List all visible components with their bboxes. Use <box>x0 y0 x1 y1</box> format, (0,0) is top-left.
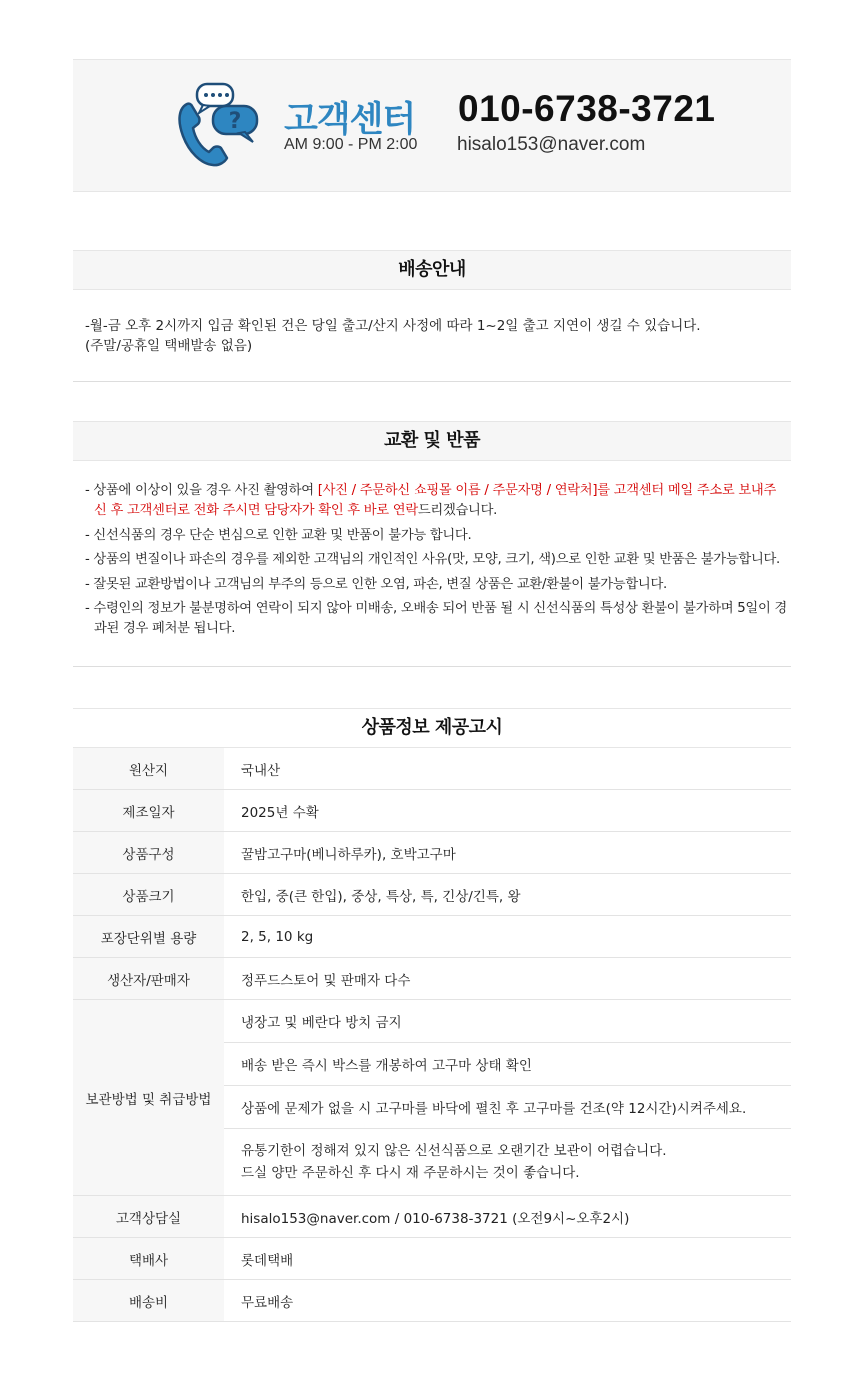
row-key: 배송비 <box>73 1280 224 1322</box>
row-key: 원산지 <box>73 748 224 790</box>
list-item: - 상품의 변질이나 파손의 경우를 제외한 고객님의 개인적인 사유(맛, 모양, 크기, 색)으로 인한 교환 및 반품은 불가능합니다. <box>85 552 780 567</box>
row-key: 상품크기 <box>73 874 224 916</box>
row-value: 무료배송 <box>224 1280 791 1322</box>
product-info-heading: 상품정보 제공고시 <box>73 708 791 748</box>
product-info-section <box>73 708 791 1322</box>
table-row <box>73 790 791 832</box>
returns-item-text: 드리겠습니다. <box>417 503 498 518</box>
customer-center-title: 고객센터 <box>284 100 416 140</box>
row-value: 정푸드스토어 및 판매자 다수 <box>224 958 791 1000</box>
table-row <box>73 832 791 874</box>
table-row <box>73 1000 791 1043</box>
row-key: 택배사 <box>73 1238 224 1280</box>
product-info-table <box>73 748 791 1322</box>
storage-note: 드실 양만 주문하신 후 다시 재 주문하시는 것이 좋습니다. <box>241 1165 580 1181</box>
table-row <box>73 1196 791 1238</box>
returns-highlight-text: [사진 / 주문하신 쇼핑몰 이름 / 주문자명 / 연락처]를 고객센터 메일 주소로 보내주신 후 고객센터로 전화 주시면 담당자가 확인 후 바로 연락 <box>94 483 777 518</box>
row-value: hisalo153@naver.com / 010-6738-3721 (오전9시~오후2시) <box>224 1196 791 1238</box>
row-value: 한입, 중(큰 한입), 중상, 특상, 특, 긴상/긴특, 왕 <box>224 874 791 916</box>
returns-list <box>85 481 787 639</box>
shipping-line: (주말/공휴일 택배발송 없음) <box>85 338 253 354</box>
returns-body <box>73 461 791 667</box>
row-value: 2025년 수확 <box>224 790 791 832</box>
row-value <box>224 1129 791 1196</box>
phone-number[interactable]: 010-6738-3721 <box>458 88 716 129</box>
shipping-heading: 배송안내 <box>73 250 791 290</box>
row-value: 2, 5, 10 kg <box>224 916 791 958</box>
returns-item-text: - 상품에 이상이 있을 경우 사진 촬영하여 <box>85 483 318 498</box>
table-row <box>73 748 791 790</box>
business-hours: AM 9:00 - PM 2:00 <box>284 136 418 153</box>
returns-heading: 교환 및 반품 <box>73 421 791 461</box>
list-item <box>85 481 787 521</box>
customer-center-banner <box>73 59 791 192</box>
email-address[interactable]: hisalo153@naver.com <box>457 134 646 155</box>
row-value: 꿀밤고구마(베니하루카), 호박고구마 <box>224 832 791 874</box>
row-value: 배송 받은 즉시 박스를 개봉하여 고구마 상태 확인 <box>224 1043 791 1086</box>
list-item: - 잘못된 교환방법이나 고객님의 부주의 등으로 인한 오염, 파손, 변질 상품은 교환/환불이 불가능합니다. <box>85 576 667 592</box>
row-key: 상품구성 <box>73 832 224 874</box>
table-row <box>73 1280 791 1322</box>
svg-text:?: ? <box>228 109 242 134</box>
row-value: 냉장고 및 베란다 방치 금지 <box>224 1000 791 1043</box>
table-row <box>73 958 791 1000</box>
row-key: 보관방법 및 취급방법 <box>73 1000 224 1196</box>
row-value: 롯데택배 <box>224 1238 791 1280</box>
shipping-section <box>73 250 791 382</box>
shipping-line: -월-금 오후 2시까지 입금 확인된 건은 당일 출고/산지 사정에 따라 1~2일 출고 지연이 생길 수 있습니다. <box>85 318 701 334</box>
list-item: - 신선식품의 경우 단순 변심으로 인한 교환 및 반품이 불가능 합니다. <box>85 527 472 543</box>
phone-chat-icon <box>177 82 261 168</box>
row-value: 국내산 <box>224 748 791 790</box>
table-row <box>73 874 791 916</box>
row-key: 포장단위별 용량 <box>73 916 224 958</box>
row-key: 고객상담실 <box>73 1196 224 1238</box>
row-key: 제조일자 <box>73 790 224 832</box>
row-key: 생산자/판매자 <box>73 958 224 1000</box>
shipping-body <box>73 290 791 382</box>
list-item: - 수령인의 정보가 불분명하여 연락이 되지 않아 미배송, 오배송 되어 반품 될 시 신선식품의 특성상 환불이 불가하며 5일이 경과된 경우 폐처분 됩니다. <box>85 601 787 636</box>
storage-note: 유통기한이 정해져 있지 않은 신선식품으로 오랜기간 보관이 어렵습니다. <box>241 1143 667 1159</box>
table-row <box>73 1238 791 1280</box>
returns-section <box>73 421 791 667</box>
table-row <box>73 916 791 958</box>
row-value: 상품에 문제가 없을 시 고구마를 바닥에 펼친 후 고구마를 건조(약 12시간)시켜주세요. <box>224 1086 791 1129</box>
